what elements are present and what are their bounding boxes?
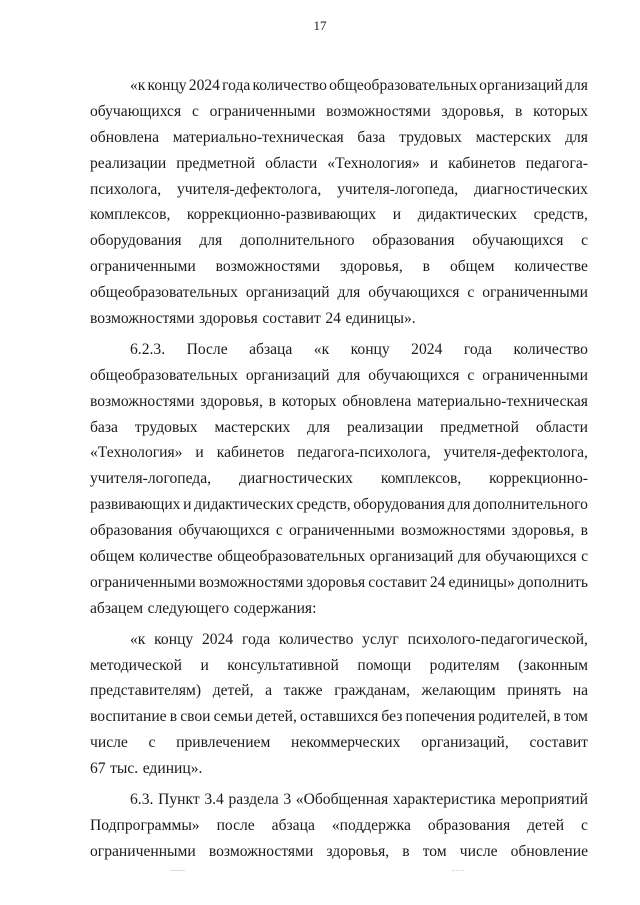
paragraph (90, 337, 588, 622)
text-line: абзацем следующего содержания: (90, 599, 317, 617)
footer-scan-mark: ‒ ‒ ‒ (452, 868, 464, 874)
text-line: «к концу 2024 года количество общеобразовательных организаций для (130, 77, 588, 94)
text-line: 6.3. Пункт 3.4 раздела 3 «Обобщенная характеристика мероприятий (130, 791, 588, 809)
text-line: развивающих и дидактических средств, оборудования для дополнительного (90, 496, 588, 514)
text-line: 6.2.3. После абзаца «к концу 2024 года количество (130, 340, 588, 358)
document-body (90, 73, 588, 865)
text-line: обновлена материально-техническая база трудовых мастерских для (90, 128, 588, 146)
text-line: оборудования для дополнительного образования обучающихся с (90, 232, 588, 250)
text-line: образования обучающихся с ограниченными возможностями здоровья, в (90, 522, 588, 540)
text-line: 67 тыс. единиц». (90, 760, 203, 778)
page-number: 17 (313, 18, 327, 33)
text-line: возможностями здоровья, в которых обновлена материально-техническая (90, 392, 588, 410)
text-line: методической и консультативной помощи родителям (законным (90, 656, 588, 674)
text-line: Подпрограммы» после абзаца «поддержка образования детей с (90, 816, 588, 834)
text-line: числе с привлечением некоммерческих организаций, составит (90, 734, 588, 752)
text-line: «к концу 2024 года количество услуг психолого-педагогической, (130, 630, 588, 648)
text-line: общеобразовательных организаций для обучающихся с ограниченными (90, 284, 588, 302)
paragraph (90, 627, 588, 782)
paragraph (90, 73, 588, 332)
paragraph (90, 787, 588, 865)
text-line: ограниченными возможностями здоровья составит 24 единицы» дополнить (90, 573, 588, 591)
text-line: общеобразовательных организаций для обучающихся с ограниченными (90, 366, 588, 384)
text-line: реализации предметной области «Технология» и кабинетов педагога- (90, 154, 588, 172)
text-line: учителя-логопеда, диагностических комплексов, коррекционно- (90, 470, 588, 488)
text-line: возможностями здоровья составит 24 единицы». (90, 310, 416, 328)
footer-scan-mark: ‒‒‒‒‒ (170, 868, 185, 874)
text-line: ограниченными возможностями здоровья, в том числе обновление (90, 842, 588, 860)
text-line: комплексов, коррекционно-развивающих и дидактических средств, (90, 206, 588, 224)
text-line: представителям) детей, а также гражданам, желающим принять на (90, 682, 588, 700)
text-line: общем количестве общеобразовательных организаций для обучающихся с (90, 548, 588, 566)
text-line: обучающихся с ограниченными возможностями здоровья, в которых (90, 102, 588, 120)
text-line: «Технология» и кабинетов педагога-психолога, учителя-дефектолога, (90, 444, 588, 462)
text-line: психолога, учителя-дефектолога, учителя-логопеда, диагностических (90, 180, 588, 198)
text-line: база трудовых мастерских для реализации предметной области (90, 418, 588, 436)
text-line: воспитание в свои семьи детей, оставшихся без попечения родителей, в том (90, 708, 588, 726)
text-line: ограниченными возможностями здоровья, в общем количестве (90, 258, 588, 276)
